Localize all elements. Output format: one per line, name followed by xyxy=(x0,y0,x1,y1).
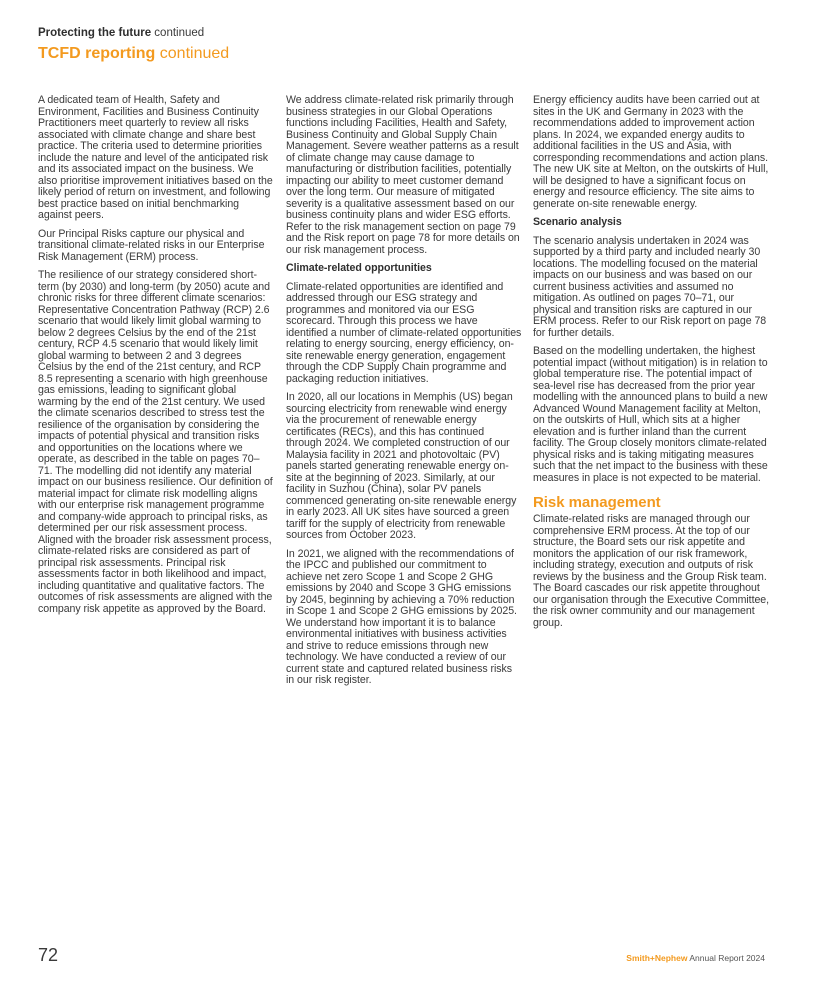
column-3 xyxy=(533,95,771,636)
report-name: Annual Report 2024 xyxy=(689,953,765,963)
paragraph: The scenario analysis undertaken in 2024 was supported by a third party and included nearly 30 locations. The modelling focused on the material impacts on our business and was based on our current business activities and assumed no mitigation. As outlined on pages 70–71, our physical and transition risks are captured in our ERM process. Refer to our Risk report on page 78 for further details. xyxy=(533,234,767,339)
subheading-climate-opportunities: Climate-related opportunities xyxy=(286,262,432,274)
page-title xyxy=(38,44,738,64)
section-suffix: continued xyxy=(154,27,205,39)
section-title: Protecting the future xyxy=(38,27,152,39)
section-label xyxy=(38,26,738,41)
paragraph: In 2020, all our locations in Memphis (US) began sourcing electricity from renewable wind energy via the procurement of renewable energy certificates (RECs), and this has continued through 2024. We completed construction of our Malaysia facility in 2021 and photovoltaic (PV) panels started generating renewable energy on-site at the beginning of 2023. Similarly, at our facility in Suzhou (China), solar PV panels commenced generating on-site renewable energy in early 2023. All UK sites have sourced a green tariff for the supply of electricity from renewable sources from October 2023. xyxy=(286,391,517,541)
paragraph: A dedicated team of Health, Safety and Environment, Facilities and Business Continuity Practitioners meet quarterly to review all risks associated with climate change and share best practice. The criteria used to determine priorities include the nature and level of the anticipated risk and its associated impact on the business. We also prioritise improvement initiatives based on the likely period of return on investment, and following best practice based on initial benchmarking against peers. xyxy=(38,94,273,221)
paragraph: Our Principal Risks capture our physical and transitional climate-related risks in our Enterprise Risk Management (ERM) process. xyxy=(38,227,265,263)
paragraph: Energy efficiency audits have been carried out at sites in the UK and Germany in 2023 with the recommendations added to improvement action plans. In 2024, we expanded energy audits to additional facilities in the US and Asia, with corresponding recommendations and action plans. The new UK site at Melton, on the outskirts of Hull, will be designed to have a significant focus on energy and resource efficiency. The site aims to generate on-site renewable energy. xyxy=(533,94,769,210)
paragraph: Climate-related risks are managed through our comprehensive ERM process. At the top of our structure, the Board sets our risk appetite and monitors the application of our risk framework, including strategy, execution and outputs of risk reviews by the business and the Group Risk team. The Board cascades our risk appetite throughout our organisation through the Executive Committee, the risk owner community and our management group. xyxy=(533,513,770,629)
paragraph: The resilience of our strategy considered short-term (by 2030) and long-term (by 2050) acute and chronic risks for three different climate scenarios: Representative Concentration Pathway (RCP) 2.6 scenario that would likely limit global warming to below 2 degrees Celsius by the end of the 21st century, RCP 4.5 scenario that would likely limit global warming to between 2 and 3 degrees Celsius by the end of the 21st century, and RCP 8.5 representing a scenario with high greenhouse gas emissions, leading to significant global warming by the end of the 21st century. We used the climate scenarios described to stress test the resilience of the organisation by considering the impacts of potential physical and transition risks and opportunities on the locations where we operate, as described in the table on pages 70–71. The modelling did not identify any material impact on our business resilience. Our definition of material impact for climate risk modelling aligns with our enterprise risk management programme and company-wide approach to principal risks, as determined per our risk assessment process. Aligned with the broader risk assessment process, climate-related risks are considered as part of principal risk assessments. Principal risk assessments factor in both likelihood and impact, including quantitative and qualitative factors. The outcomes of risk assessments are aligned with the company risk appetite as approved by the Board. xyxy=(38,269,273,615)
brand-name: Smith+Nephew xyxy=(626,953,688,963)
page-number: 72 xyxy=(38,945,59,965)
paragraph: In 2021, we aligned with the recommendations of the IPCC and published our commitment to achieve net zero Scope 1 and Scope 2 GHG emissions by 2040 and Scope 3 GHG emissions by 2045, beginning by achieving a 70% reduction in Scope 1 and Scope 2 GHG emissions by 2025. We understand how important it is to balance environmental initiatives with business activities and strive to reduce emissions through new technology. We have conducted a review of our current state and captured related business risks in our risk register. xyxy=(286,547,517,686)
subheading-scenario-analysis: Scenario analysis xyxy=(533,216,622,228)
paragraph: We address climate-related risk primarily through business strategies in our Global Operations functions including Facilities, Health and Safety, Business Continuity and Global Supply Chain Management. Severe weather patterns as a result of climate change may cause damage to manufacturing or distribution facilities, potentially impacting our ability to meet customer demand over the long term. Our measure of mitigated severity is a qualitative assessment based on our business continuity plans and wider ESG efforts. Refer to the risk management section on page 79 and the Risk report on page 78 for more details on our risk management process. xyxy=(286,94,520,256)
column-2 xyxy=(286,95,522,694)
heading-risk-management: Risk management xyxy=(533,494,661,511)
paragraph: Climate-related opportunities are identified and addressed through our ESG strategy and programmes and monitored via our ESG scorecard. Through this process we have identified a number of climate-related opportunities relating to energy sourcing, energy efficiency, on-site renewable energy generation, engagement through the CDP Supply Chain programme and packaging reduction initiatives. xyxy=(286,280,522,385)
page-header xyxy=(38,26,738,64)
footer-brand xyxy=(626,953,765,963)
paragraph: Based on the modelling undertaken, the highest potential impact (without mitigation) is in relation to global temperature rise. The potential impact of sea-level rise has decreased from the prior year modelling with the announced plans to build a new Advanced Wound Management facility at Melton, on the outskirts of Hull, which sits at a higher elevation and is further inland than the current facility. The Group closely monitors climate-related physical risks and is taking mitigating measures such that the net impact to the business with these measures in place is not expected to be material. xyxy=(533,345,768,484)
page-title-suffix: continued xyxy=(159,45,230,62)
column-1 xyxy=(38,95,273,622)
page-title-main: TCFD reporting xyxy=(38,45,156,62)
